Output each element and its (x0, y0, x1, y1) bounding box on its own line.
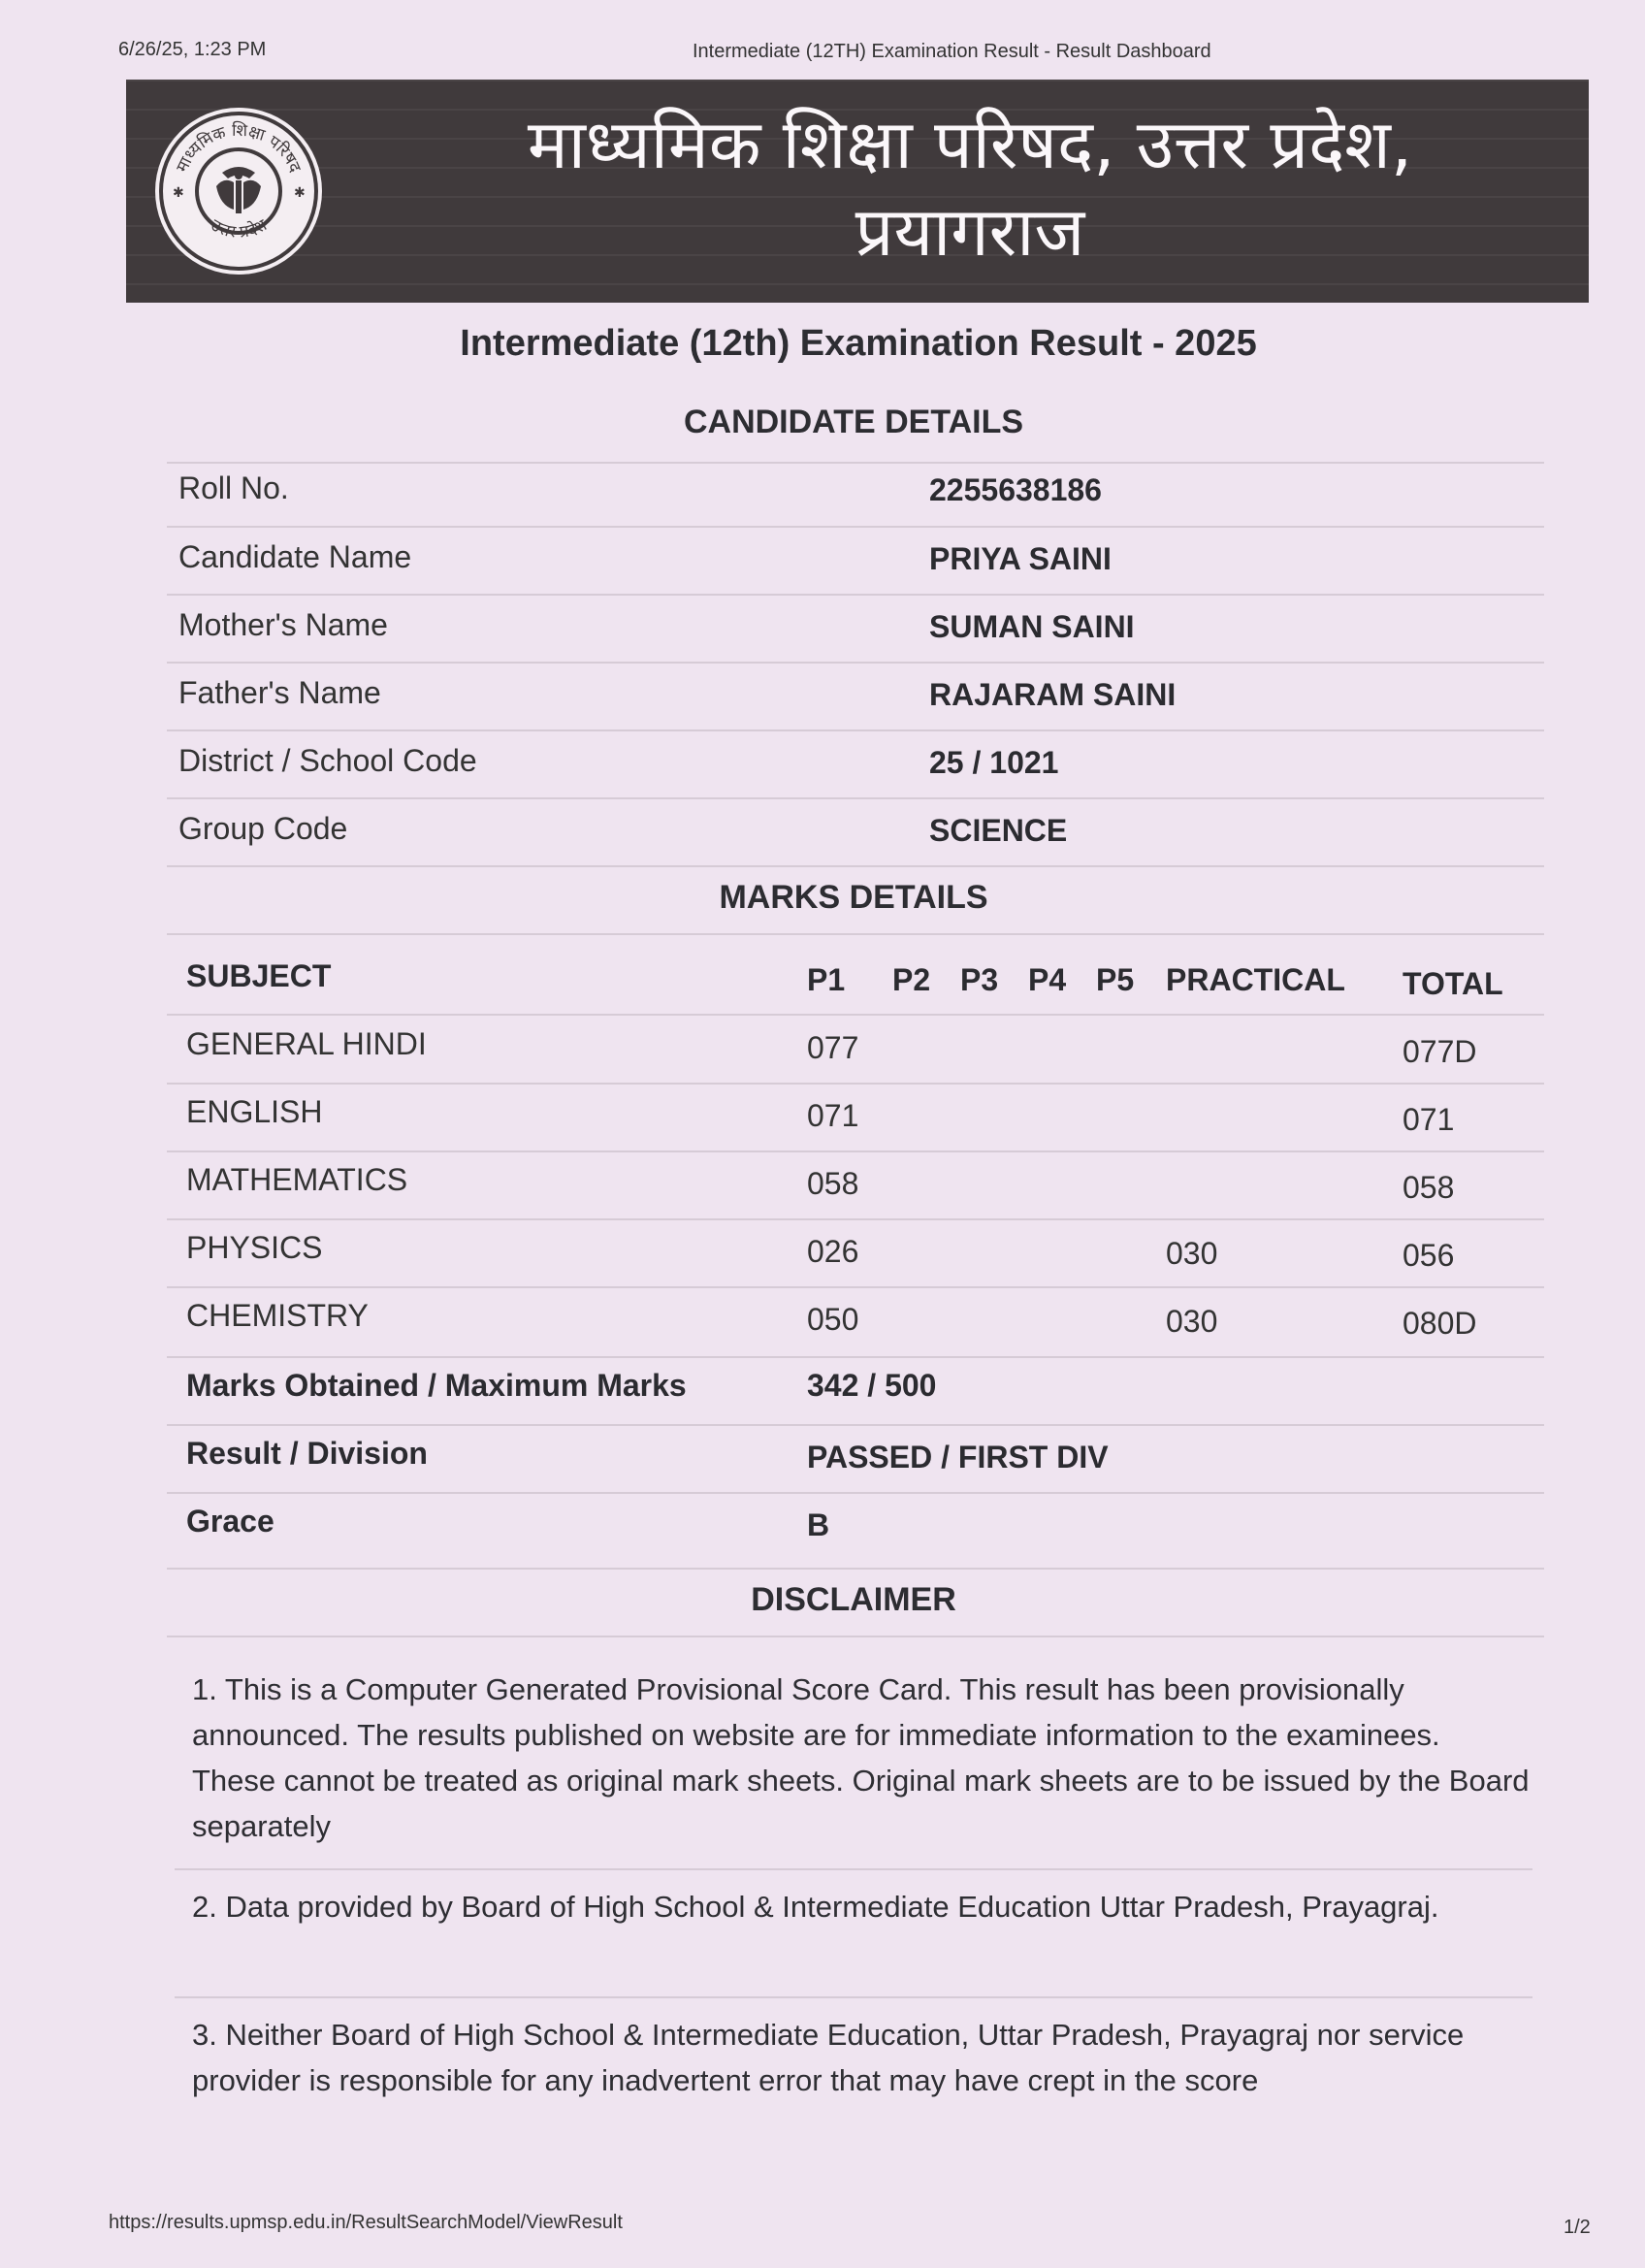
disclaimer-item-2: 2. Data provided by Board of High School & Intermediate Education Uttar Pradesh, Prayagraj. (192, 1890, 1439, 1924)
column-header-p2: P2 (892, 962, 931, 997)
column-header-total: TOTAL (1403, 966, 1503, 1001)
column-header-p5: P5 (1096, 962, 1135, 997)
total-marks: 077D (1403, 1034, 1477, 1069)
divider (167, 1424, 1544, 1426)
column-header-practical: PRACTICAL (1166, 962, 1345, 997)
grace-value: B (807, 1507, 830, 1542)
print-page-number: 1/2 (1564, 2217, 1591, 2238)
divider (167, 1636, 1544, 1637)
print-page-title: Intermediate (12TH) Examination Result - Result Dashboard (693, 41, 1211, 62)
divider (167, 797, 1544, 799)
divider (167, 1356, 1544, 1358)
candidate-row-district (167, 743, 1544, 801)
total-marks: 071 (1403, 1102, 1455, 1137)
candidate-name-value: PRIYA SAINI (929, 541, 1112, 576)
disclaimer-item-3: 3. Neither Board of High School & Intermediate Education, Uttar Pradesh, Prayagraj nor service provider is responsible for any inadvertent error that may have crept in the score (192, 2018, 1465, 2097)
column-header-p1: P1 (807, 962, 846, 997)
p1-marks: 077 (807, 1030, 859, 1065)
candidate-row-group (167, 811, 1544, 869)
table-row (175, 1162, 1542, 1220)
divider (167, 729, 1544, 731)
board-banner (126, 80, 1589, 303)
total-marks: 058 (1403, 1170, 1455, 1205)
subject-name: GENERAL HINDI (186, 1026, 427, 1061)
grace-label: Grace (186, 1504, 274, 1539)
result-division-label: Result / Division (186, 1436, 428, 1471)
candidate-name-label: Candidate Name (178, 539, 412, 574)
result-division-value: PASSED / FIRST DIV (807, 1440, 1109, 1474)
p1-marks: 058 (807, 1166, 859, 1201)
emblem-bottom-text: उत्तर प्रदेश (207, 215, 271, 243)
divider (167, 462, 1544, 464)
father-name-label: Father's Name (178, 675, 381, 710)
total-marks: 056 (1403, 1238, 1455, 1273)
subject-name: CHEMISTRY (186, 1298, 369, 1333)
board-name-line1: माध्यमिक शिक्षा परिषद, उत्तर प्रदेश, (527, 105, 1413, 184)
marks-table-header (175, 958, 1542, 1017)
divider (167, 594, 1544, 596)
divider (175, 1868, 1532, 1870)
mother-name-label: Mother's Name (178, 607, 388, 642)
divider (167, 1568, 1544, 1570)
roll-no-label: Roll No. (178, 470, 289, 505)
p1-marks: 026 (807, 1234, 859, 1269)
disclaimer-heading: DISCLAIMER (751, 1581, 956, 1618)
divider (167, 1150, 1544, 1152)
print-header (0, 39, 1645, 68)
p1-marks: 050 (807, 1302, 859, 1337)
table-row (175, 1094, 1542, 1152)
district-school-code-value: 25 / 1021 (929, 745, 1059, 780)
board-emblem-icon (152, 105, 325, 277)
column-header-p4: P4 (1028, 962, 1067, 997)
subject-name: MATHEMATICS (186, 1162, 408, 1197)
candidate-row-mother (167, 607, 1544, 665)
marks-details-heading: MARKS DETAILS (719, 879, 988, 916)
district-school-code-label: District / School Code (178, 743, 477, 778)
subject-name: ENGLISH (186, 1094, 323, 1129)
practical-marks: 030 (1166, 1236, 1218, 1271)
grace-row (175, 1504, 1542, 1562)
divider (167, 662, 1544, 664)
disclaimer-item-1: 1. This is a Computer Generated Provisional Score Card. This result has been provisionally announced. The results published on website are for immediate information to the examinees. These cannot be treated as original mark sheets. Original mark sheets are to be issued by the Board separately (192, 1672, 1530, 1843)
divider (167, 1083, 1544, 1085)
svg-text:✱: ✱ (173, 184, 184, 200)
divider (167, 865, 1544, 867)
candidate-row-roll-no (167, 470, 1544, 529)
board-name-line2: प्रयागराज (855, 192, 1085, 272)
candidate-row-name (167, 539, 1544, 598)
roll-no-value: 2255638186 (929, 472, 1102, 507)
svg-text:✱: ✱ (294, 184, 306, 200)
divider (175, 1996, 1532, 1998)
practical-marks: 030 (1166, 1304, 1218, 1339)
board-name (369, 101, 1571, 275)
divider (167, 1218, 1544, 1220)
column-header-p3: P3 (960, 962, 999, 997)
result-title: Intermediate (12th) Examination Result - 2025 (460, 323, 1257, 364)
table-row (175, 1298, 1542, 1356)
marks-obtained-row (175, 1368, 1542, 1426)
emblem-top-text: माध्यमिक शिक्षा परिषद (173, 120, 305, 176)
result-division-row (175, 1436, 1542, 1494)
group-code-value: SCIENCE (929, 813, 1068, 848)
candidate-row-father (167, 675, 1544, 733)
divider (167, 1286, 1544, 1288)
father-name-value: RAJARAM SAINI (929, 677, 1177, 712)
divider (167, 526, 1544, 528)
mother-name-value: SUMAN SAINI (929, 609, 1135, 644)
divider (167, 1492, 1544, 1494)
p1-marks: 071 (807, 1098, 859, 1133)
divider (167, 933, 1544, 935)
total-marks: 080D (1403, 1306, 1477, 1341)
candidate-details-heading: CANDIDATE DETAILS (683, 404, 1024, 440)
table-row (175, 1026, 1542, 1085)
divider (167, 1014, 1544, 1016)
table-row (175, 1230, 1542, 1288)
marks-obtained-value: 342 / 500 (807, 1368, 937, 1403)
print-footer-url: https://results.upmsp.edu.in/ResultSearchModel/ViewResult (109, 2212, 623, 2233)
group-code-label: Group Code (178, 811, 348, 846)
column-header-subject: SUBJECT (186, 958, 332, 993)
subject-name: PHYSICS (186, 1230, 323, 1265)
print-datetime: 6/26/25, 1:23 PM (118, 39, 267, 60)
marks-obtained-label: Marks Obtained / Maximum Marks (186, 1368, 687, 1403)
